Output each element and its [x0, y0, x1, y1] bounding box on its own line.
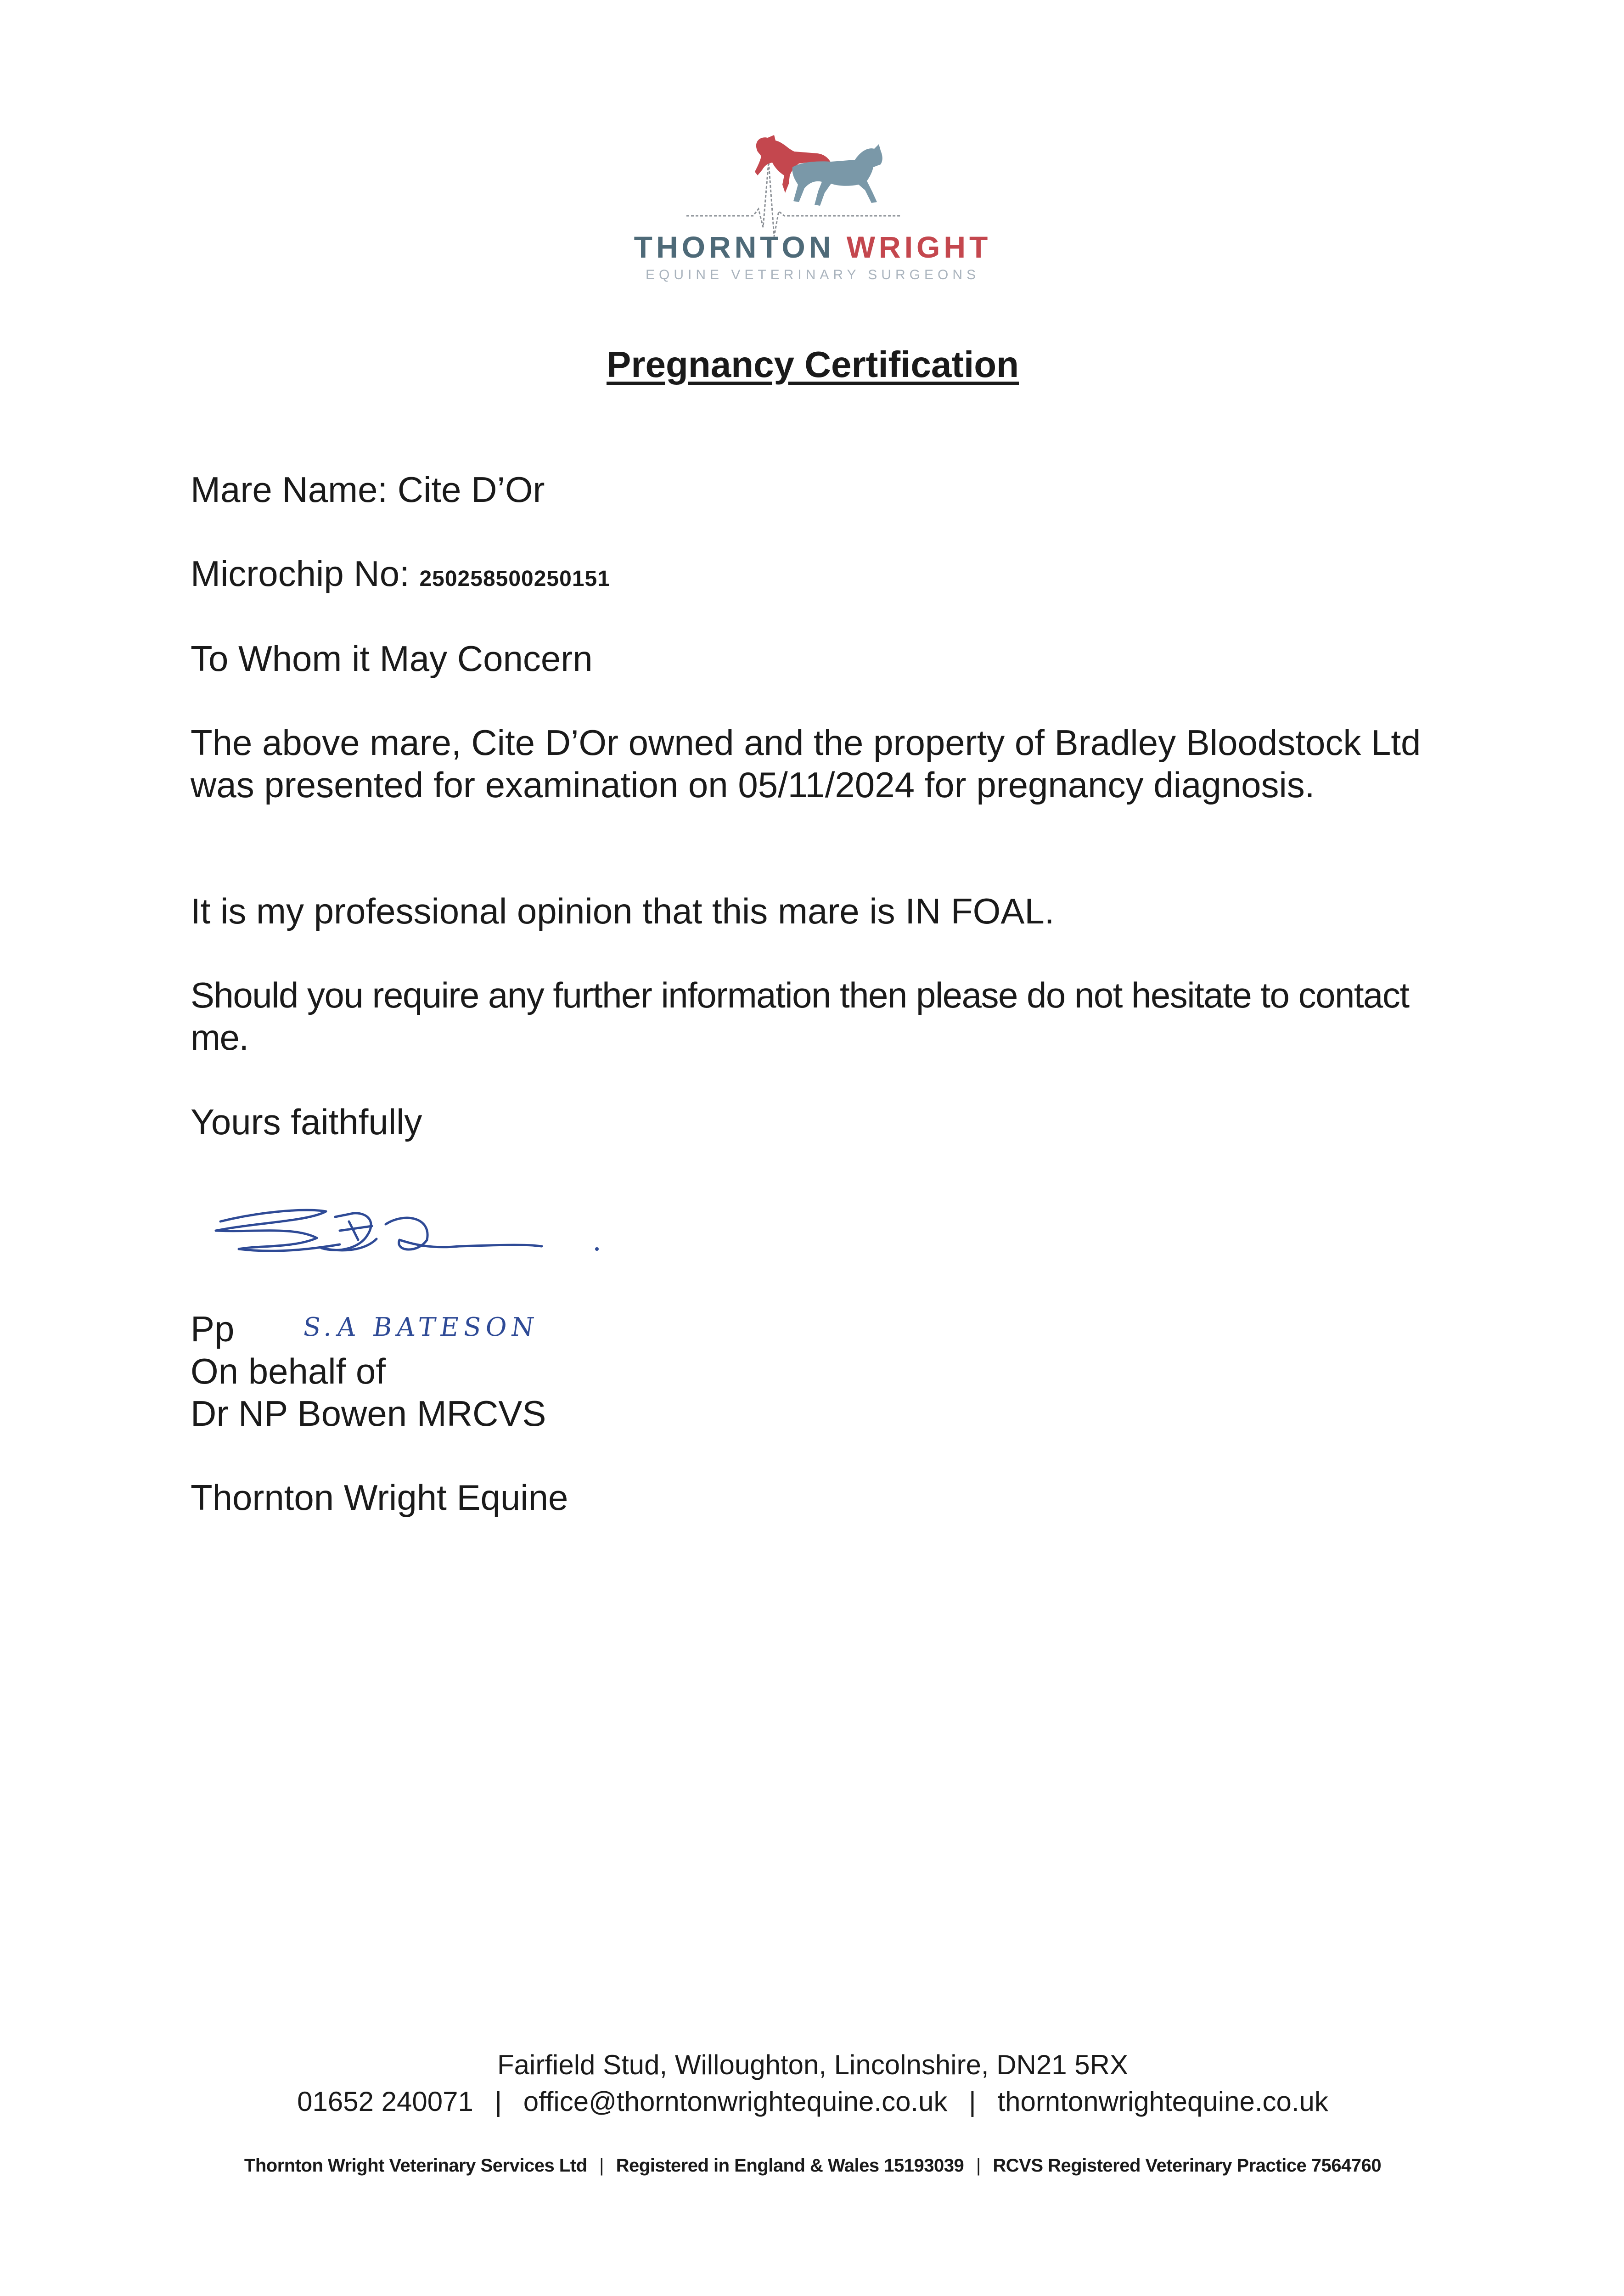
body-paragraph-examination: The above mare, Cite D’Or owned and the property of Bradley Bloodstock Ltd was presented for examination on 05/11/2024 for pregnancy diagnosis. [191, 722, 1421, 805]
footer-website-link[interactable]: thorntonwrightequine.co.uk [997, 2086, 1328, 2117]
microchip-line [191, 552, 1430, 600]
footer-email-link[interactable]: office@thorntonwrightequine.co.uk [523, 2086, 948, 2117]
footer-separator: | [599, 2155, 604, 2176]
practice-name: Thornton Wright Equine [191, 1477, 568, 1518]
body-paragraph-opinion: It is my professional opinion that this mare is IN FOAL. [191, 891, 1055, 931]
on-behalf-of-label: On behalf of [191, 1351, 386, 1391]
body-paragraph-contact: Should you require any further information then please do not hesitate to contact me. [191, 975, 1409, 1058]
handwritten-pp-signatory: S.A BATESON [301, 1312, 541, 1342]
document-title: Pregnancy Certification [606, 344, 1019, 385]
practice-logo-graphic [684, 133, 905, 241]
footer-separator: | [976, 2155, 981, 2176]
footer-address: Fairfield Stud, Willoughton, Lincolnshire, DN21 5RX [497, 2049, 1128, 2080]
footer-rcvs-registration: RCVS Registered Veterinary Practice 7564760 [993, 2155, 1382, 2176]
microchip-number: 250258500250151 [419, 567, 610, 591]
closing-line: Yours faithfully [191, 1102, 422, 1142]
footer-separator: | [969, 2086, 976, 2117]
footer-company-registration: Registered in England & Wales 15193039 [616, 2155, 964, 2176]
vet-name: Dr NP Bowen MRCVS [191, 1393, 546, 1434]
logo-tagline: EQUINE VETERINARY SURGEONS [645, 267, 980, 282]
footer-separator: | [495, 2086, 502, 2117]
handwritten-signature [202, 1194, 615, 1277]
footer-company-name: Thornton Wright Veterinary Services Ltd [244, 2155, 587, 2176]
logo-name-thornton: THORNTON [634, 230, 835, 264]
mare-name-line: Mare Name: Cite D’Or [191, 469, 545, 510]
pp-label: Pp [191, 1309, 235, 1349]
salutation: To Whom it May Concern [191, 638, 593, 679]
microchip-label: Microchip No: [191, 553, 420, 594]
footer-registration [138, 2155, 1488, 2176]
footer-phone: 01652 240071 [297, 2086, 473, 2117]
logo-name-wright: WRIGHT [846, 230, 992, 264]
practice-logo-wordmark [505, 230, 1120, 264]
footer-contacts [207, 2086, 1419, 2117]
